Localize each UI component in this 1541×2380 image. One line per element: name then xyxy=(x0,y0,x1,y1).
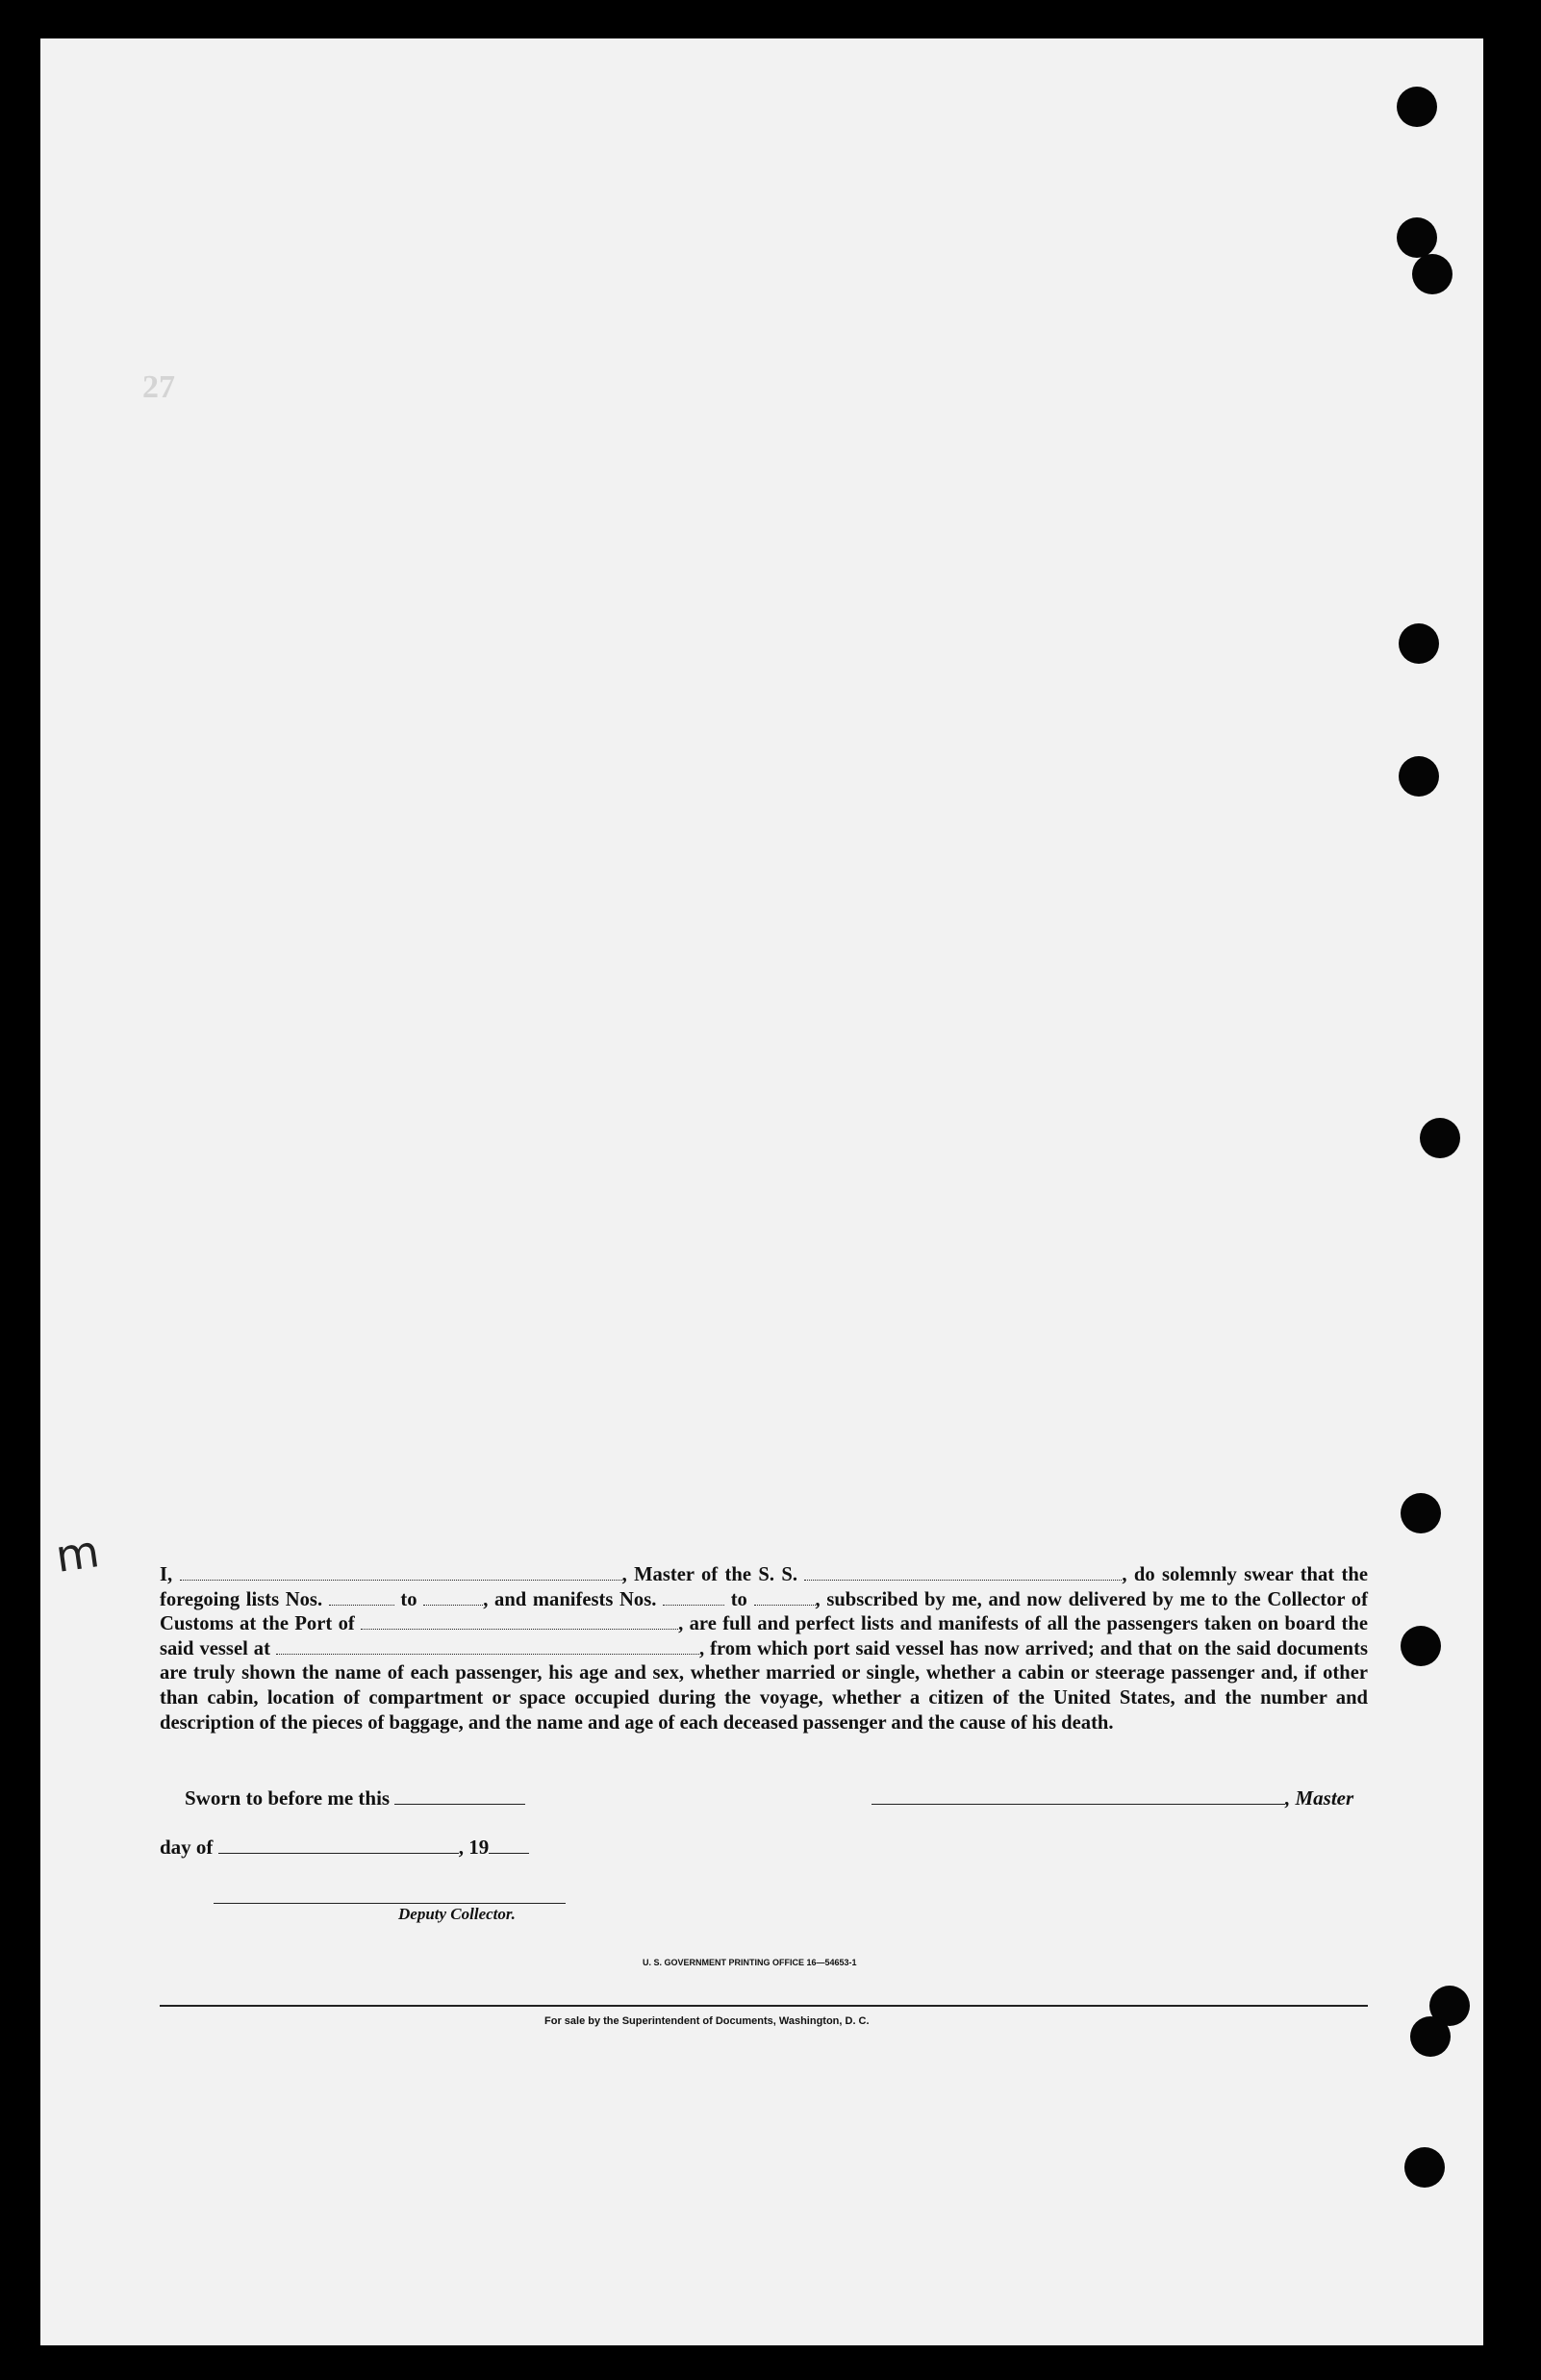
sale-note: For sale by the Superintendent of Documents, Washington, D. C. xyxy=(544,2015,870,2027)
binder-hole xyxy=(1401,1626,1441,1666)
oath-text: to xyxy=(730,1588,747,1610)
manifests-from-blank[interactable] xyxy=(663,1591,724,1606)
faint-bleedthrough-number: 27 xyxy=(142,369,175,405)
oath-text: , Master of the S. S. xyxy=(621,1564,797,1585)
year-blank[interactable] xyxy=(489,1841,529,1854)
master-label: , Master xyxy=(1285,1786,1354,1810)
day-of-label: day of xyxy=(160,1836,214,1859)
oath-text: to xyxy=(400,1588,417,1610)
handwritten-corner-mark: m xyxy=(52,1525,103,1582)
printing-office-note: U. S. GOVERNMENT PRINTING OFFICE 16—54653-1 xyxy=(643,1958,857,1967)
binder-hole xyxy=(1401,1493,1441,1533)
ship-name-blank[interactable] xyxy=(804,1566,1122,1581)
binder-hole xyxy=(1399,756,1439,797)
month-blank[interactable] xyxy=(218,1841,459,1854)
binder-hole xyxy=(1404,2147,1445,2188)
binder-hole xyxy=(1420,1118,1460,1158)
sworn-label: Sworn to before me this xyxy=(185,1786,391,1810)
manifests-to-blank[interactable] xyxy=(754,1591,816,1606)
binder-hole xyxy=(1397,87,1437,127)
binder-hole xyxy=(1399,623,1439,664)
deputy-collector-label: Deputy Collector. xyxy=(398,1905,516,1923)
lists-to-blank[interactable] xyxy=(423,1591,483,1606)
master-signature-row xyxy=(872,1786,1353,1810)
binder-hole xyxy=(1410,2016,1451,2057)
oath-text: , from which port said vessel has now arrived; and that on the said documents are truly shown the name of each passenger, his age and sex, whether married or single, whether a cabin or steerage passenger and, if other than cabin, location of compartment or space occupied during the voyage, whether a citizen of the United States, and the number and description of the pieces of baggage, and the name and age of each deceased passenger and the cause of his death. xyxy=(160,1637,1369,1734)
oath-paragraph xyxy=(160,1563,1368,1735)
binder-hole xyxy=(1397,217,1437,258)
port-blank[interactable] xyxy=(361,1615,678,1630)
master-name-blank[interactable] xyxy=(180,1566,622,1581)
oath-text: , do solemnly swear that the foregoing lists Nos. xyxy=(160,1564,1368,1610)
document-page xyxy=(40,38,1483,2345)
master-signature-line[interactable] xyxy=(872,1792,1285,1805)
divider-rule xyxy=(160,2005,1368,2007)
sworn-day-blank[interactable] xyxy=(394,1792,525,1805)
year-prefix: , 19 xyxy=(458,1836,490,1859)
binder-hole xyxy=(1412,254,1453,294)
oath-text: , and manifests Nos. xyxy=(483,1588,657,1610)
embark-port-blank[interactable] xyxy=(276,1640,699,1655)
oath-text: I, xyxy=(160,1564,173,1585)
oath-text: , subscribed by me, and now delivered by me to the Collector of Customs at the Port of xyxy=(160,1588,1368,1635)
lists-from-blank[interactable] xyxy=(329,1591,394,1606)
oath-text: , are full and perfect lists and manifests of all the passengers taken on board the said vessel at xyxy=(160,1613,1368,1659)
day-of-row xyxy=(160,1836,529,1860)
sworn-row xyxy=(185,1786,525,1810)
